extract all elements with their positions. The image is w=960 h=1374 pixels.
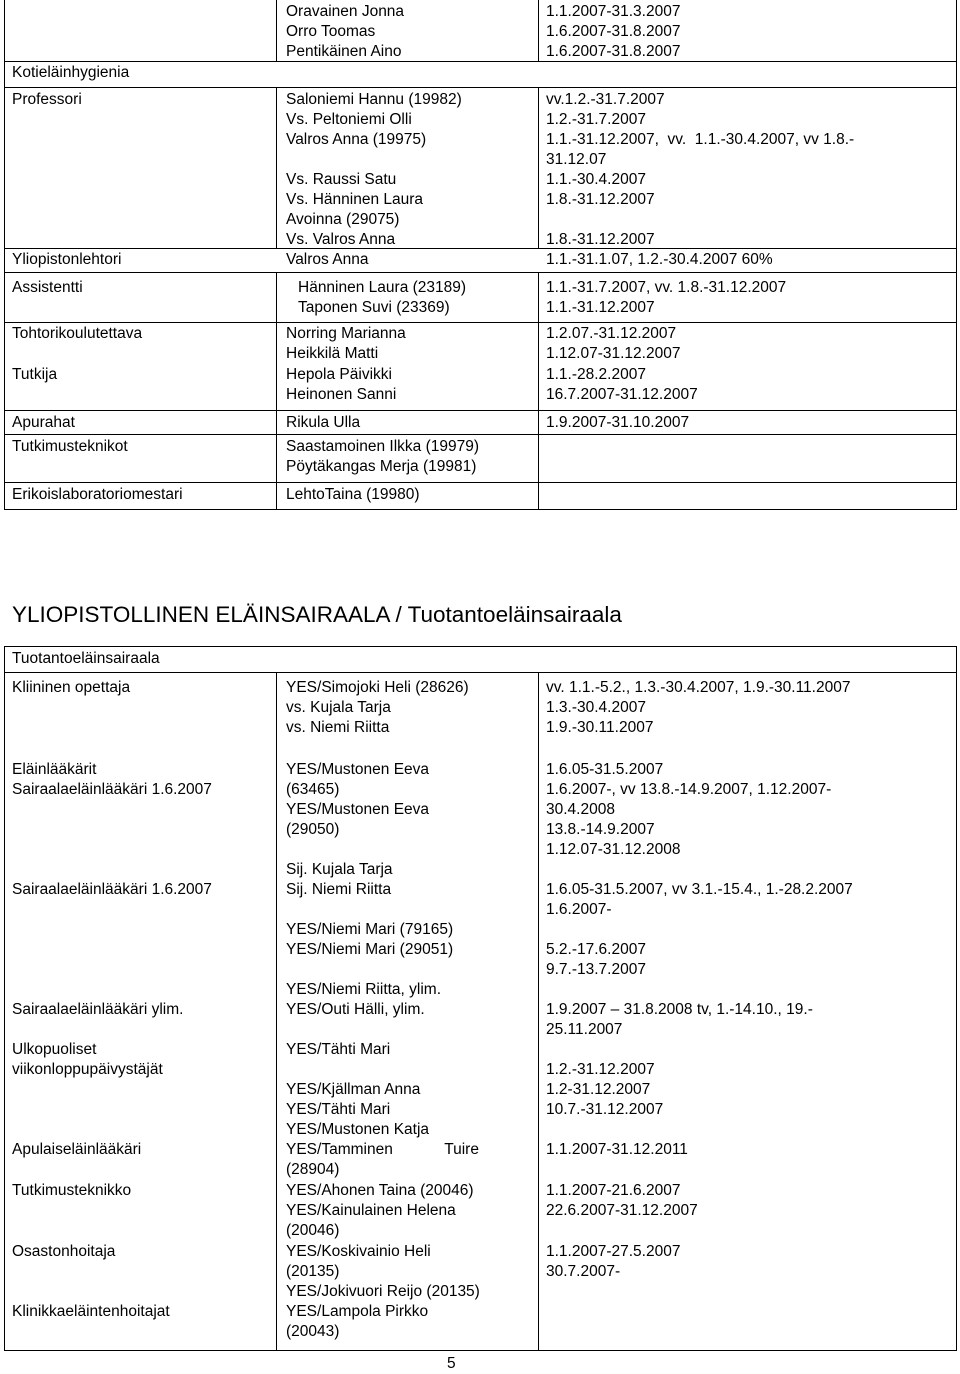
t2-names: YES/Simojoki Heli (28626) vs. Kujala Tarja vs. Niemi Riitta bbox=[286, 679, 469, 736]
t2-line bbox=[4, 646, 956, 647]
t1-dates: 1.2.07.-31.12.2007 1.12.07-31.12.2007 bbox=[546, 325, 681, 362]
t1-line bbox=[538, 272, 539, 509]
t1-names: Saastamoinen Ilkka (19979) Pöytäkangas Merja (19981) bbox=[286, 438, 480, 475]
t1-line bbox=[4, 272, 956, 273]
t1-names: LehtoTaina (19980) bbox=[286, 486, 420, 503]
t1-role: Apurahat bbox=[12, 414, 75, 431]
t2-title: Tuotantoeläinsairaala bbox=[12, 650, 160, 667]
page-number: 5 bbox=[447, 1355, 456, 1372]
t1-role: Tutkimusteknikot bbox=[12, 438, 128, 455]
t1-line bbox=[956, 0, 957, 510]
t1-role: Yliopistonlehtori bbox=[12, 251, 122, 268]
t2-line bbox=[4, 672, 956, 673]
t2-line bbox=[538, 672, 539, 1350]
t2-names: YES/Koskivainio Heli (20135) YES/Jokivuori Reijo (20135) bbox=[286, 1243, 480, 1300]
t1-names: Saloniemi Hannu (19982) Vs. Peltoniemi Olli Valros Anna (19975) Vs. Raussi Satu Vs. Hänninen Laura Avoinna (29075) Vs. Valros Anna bbox=[286, 91, 462, 248]
t2-line bbox=[4, 646, 5, 1351]
t2-role: Kliininen opettaja bbox=[12, 679, 131, 696]
t1-line bbox=[276, 272, 277, 509]
t1-line bbox=[4, 87, 956, 88]
t1-line bbox=[276, 0, 277, 61]
t2-role: Apulaiseläinlääkäri bbox=[12, 1141, 142, 1158]
t2-dates: 1.1.2007-31.12.2011 bbox=[546, 1141, 688, 1158]
t1-line bbox=[4, 61, 956, 62]
t1-line bbox=[4, 410, 956, 411]
t1-role: Tutkija bbox=[12, 366, 58, 383]
t2-role: Eläinlääkärit Sairaalaeläinlääkäri 1.6.2007 Sairaalaeläinlääkäri 1.6.2007 Sairaalaeläinlääkäri ylim. Ulkopuoliset viikonloppupäivystäjät bbox=[12, 761, 212, 1078]
t1-line bbox=[4, 0, 5, 510]
t1-role: Erikoislaboratoriomestari bbox=[12, 486, 183, 503]
t2-names: YES/Ahonen Taina (20046) YES/Kainulainen Helena (20046) bbox=[286, 1182, 474, 1239]
t1-names: Hänninen Laura (23189) Taponen Suvi (23369) bbox=[298, 279, 467, 316]
t1-names: Valros Anna bbox=[286, 251, 369, 268]
t1-dates: vv.1.2.-31.7.2007 1.2.-31.7.2007 1.1.-31.12.2007, vv. 1.1.-30.4.2007, vv 1.8.- 31.12.07 1.1.-30.4.2007 1.8.-31.12.2007 1.8.-31.12.2007 bbox=[546, 91, 855, 248]
t1-role: Assistentti bbox=[12, 279, 83, 296]
t1-names: Hepola Päivikki Heinonen Sanni bbox=[286, 366, 397, 403]
t1-names: Rikula Ulla bbox=[286, 414, 361, 431]
t2-role: Osastonhoitaja bbox=[12, 1243, 116, 1260]
t1-dates: 1.1.2007-31.3.2007 1.6.2007-31.8.2007 1.6.2007-31.8.2007 bbox=[546, 3, 681, 60]
t1-dates: 1.9.2007-31.10.2007 bbox=[546, 414, 690, 431]
t2-dates: 1.1.2007-27.5.2007 30.7.2007- bbox=[546, 1243, 681, 1280]
t2-dates: 1.6.05-31.5.2007 1.6.2007-, vv 13.8.-14.9.2007, 1.12.2007- 30.4.2008 13.8.-14.9.2007 1.12.07-31.12.2008 1.6.05-31.5.2007, vv 3.1.-15.4., 1.-28.2.2007 1.6.2007- 5.2.-17.6.2007 9.7.-13.7.2007 1.9.2007 – 31.8.2008 tv, 1.-14.10., 19.- 25.11.2007 1.2.-31.12.2007 1.2-31.12.2007 10.7.-31.12.2007 bbox=[546, 761, 853, 1118]
t2-line bbox=[4, 1350, 956, 1351]
t1-dates: 1.1.-28.2.2007 16.7.2007-31.12.2007 bbox=[546, 366, 698, 403]
t2-dates: 1.1.2007-21.6.2007 22.6.2007-31.12.2007 bbox=[546, 1182, 698, 1219]
t2-role: Tutkimusteknikko bbox=[12, 1182, 132, 1199]
t2-names: YES/Tamminen Tuire (28904) bbox=[286, 1141, 479, 1178]
t2-line bbox=[276, 672, 277, 1350]
section-heading: YLIOPISTOLLINEN ELÄINSAIRAALA / Tuotantoeläinsairaala bbox=[12, 602, 622, 627]
t1-dates: 1.1.-31.1.07, 1.2.-30.4.2007 60% bbox=[546, 251, 773, 268]
t2-role: Klinikkaeläintenhoitajat bbox=[12, 1303, 170, 1320]
t1-names: Norring Marianna Heikkilä Matti bbox=[286, 325, 406, 362]
t1-role: Professori bbox=[12, 91, 82, 108]
t2-names: YES/Lampola Pirkko (20043) bbox=[286, 1303, 429, 1340]
t1-line bbox=[4, 509, 956, 510]
t1-line bbox=[4, 434, 956, 435]
t1-line bbox=[276, 87, 277, 248]
t1-line bbox=[4, 482, 956, 483]
t1-line bbox=[4, 322, 956, 323]
t1-line bbox=[538, 0, 539, 61]
t2-line bbox=[956, 646, 957, 1351]
t1-names: Oravainen Jonna Orro Toomas Pentikäinen Aino bbox=[286, 3, 405, 60]
t2-dates: vv. 1.1.-5.2., 1.3.-30.4.2007, 1.9.-30.11.2007 1.3.-30.4.2007 1.9.-30.11.2007 bbox=[546, 679, 851, 736]
t2-names: YES/Mustonen Eeva (63465) YES/Mustonen Eeva (29050) Sij. Kujala Tarja Sij. Niemi Riitta YES/Niemi Mari (79165) YES/Niemi Mari (29051) YES/Niemi Riitta, ylim. YES/Outi Hälli, ylim. YES/Tähti Mari YES/Kjällman Anna YES/Tähti Mari YES/Mustonen Katja bbox=[286, 761, 454, 1138]
t1-role: Tohtorikoulutettava bbox=[12, 325, 143, 342]
t1-dates: 1.1.-31.7.2007, vv. 1.8.-31.12.2007 1.1.-31.12.2007 bbox=[546, 279, 787, 316]
t1-line bbox=[538, 87, 539, 248]
t1-role: Kotieläinhygienia bbox=[12, 64, 130, 81]
